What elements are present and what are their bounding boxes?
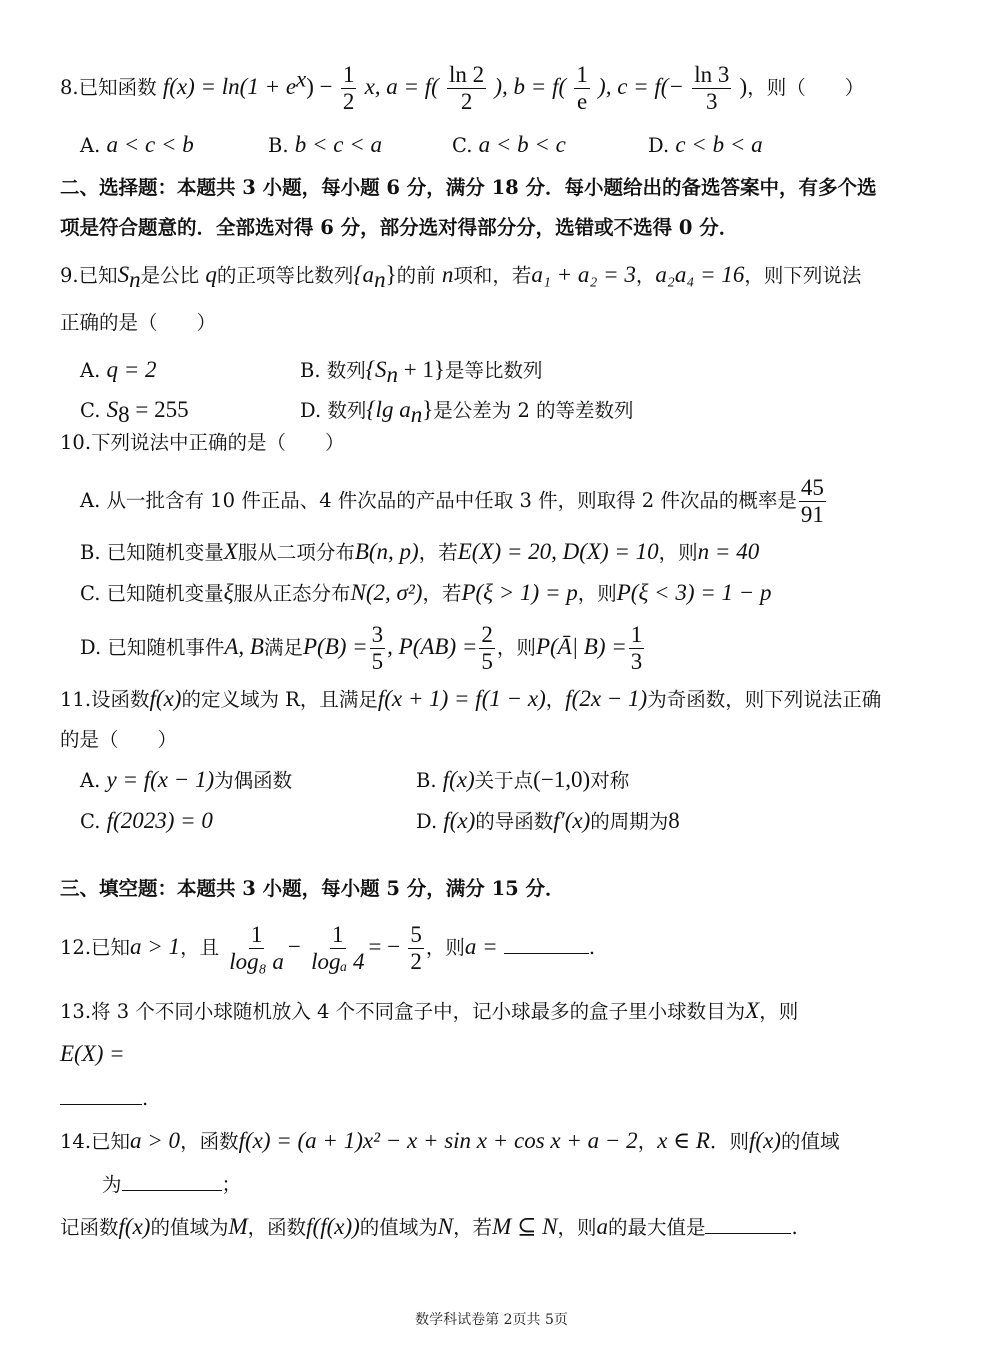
q13-answer-line: . <box>60 1086 148 1112</box>
q11-stem-line2: 的是（ ） <box>60 728 178 751</box>
q9-option-c: C. $S_8 = 255$ <box>80 397 189 427</box>
q11-option-d: D. f(x)的导函数f′(x)的周期为8 <box>416 808 680 833</box>
q8-option-b: B. b < c < a <box>268 132 382 157</box>
q11-option-a: A. y = f(x − 1)为偶函数 <box>80 767 293 792</box>
q12-answer-blank[interactable] <box>504 935 589 954</box>
q10-option-b: B. 已知随机变量X服从二项分布B(n, p)，若E(X) = 20, D(X) = 10，则n = 40 <box>80 539 760 564</box>
q12-stem: 12.已知a > 1，且 $\frac{1}{\text{log₈ a}}$ − $\frac{1}{\text{logₐ 4}}$ = − $\frac{5}{2}$ ，则a = . <box>60 922 596 974</box>
q13-stem: 13.将 3 个不同小球随机放入 4 个不同盒子中，记小球最多的盒子里小球数目为X，则 <box>60 998 799 1023</box>
section2-heading: 二、选择题：本题共 3 小题，每小题 6 分，满分 18 分．每小题给出的备选答案中，有多个选 <box>60 176 877 199</box>
q9-stem-line2: 正确的是（ ） <box>60 311 217 334</box>
q8-option-a: A. a < c < b <box>80 132 194 157</box>
q11-stem: 11.设函数f(x)的定义域为 R，且满足f(x + 1) = f(1 − x)，f(2x − 1)为奇函数，则下列说法正确 <box>60 686 882 711</box>
q8-number: 8. <box>60 76 79 99</box>
q11-option-b: B. f(x)关于点(−1,0)对称 <box>416 767 630 792</box>
q14-line3: 记函数f(x)的值域为M，函数f(f(x))的值域为N，若M ⊆ N，则a的最大值是 . <box>60 1214 798 1239</box>
q8-half-fraction: $\frac{1}{2}$ <box>342 62 355 114</box>
q13-stem-line2: E(X) = <box>60 1041 125 1066</box>
q13-answer-blank[interactable] <box>60 1086 142 1105</box>
q9-option-d: D. 数列{lg $a_n$}是公差为 2 的等差数列 <box>300 397 634 427</box>
q8-c-fraction: $\frac{\ln 3}{3}$ <box>694 62 730 114</box>
q14-stem: 14.已知a > 0，函数f(x) = (a + 1)x² − x + sin x + cos x + a − 2，x ∈ R．则f(x)的值域 <box>60 1128 840 1153</box>
q14-range-blank[interactable] <box>122 1172 222 1191</box>
section2-heading-line2: 项是符合题意的．全部选对得 6 分，部分选对得部分分，选错或不选得 0 分． <box>60 216 739 239</box>
q10-a-fraction: $\frac{45}{91}$ <box>800 475 824 527</box>
q8-a-fraction: $\frac{\ln 2}{2}$ <box>449 62 485 114</box>
q10-stem: 10.下列说法中正确的是（ ） <box>60 431 345 454</box>
q14-line2: 为 ； <box>102 1173 242 1196</box>
q10-option-a: A. 从一批含有 10 件正品、4 件次品的产品中任取 3 件，则取得 2 件次品的概率是 $\frac{45}{91}$ <box>80 475 824 527</box>
q8-option-d: D. c < b < a <box>648 132 763 157</box>
q11-option-c: C. f(2023) = 0 <box>80 808 213 833</box>
q8-stem: 8.已知函数 $f(x) = \ln(1 + e^x)$ − $\frac{1}{2}$ x, a = f( $\frac{\ln 2}{2}$ ), b = f( $\frac{1}{e}$ ), c = f(− $\frac{\ln 3}{3}$ )，则（ ） <box>60 62 865 114</box>
q8-option-c: C. a < b < c <box>452 132 566 157</box>
q8-b-fraction: $\frac{1}{e}$ <box>576 62 588 114</box>
q9-option-b: B. 数列$\{S_n + 1\}$是等比数列 <box>300 357 543 387</box>
q9-option-a: A. q = 2 <box>80 357 157 382</box>
q14-max-blank[interactable] <box>705 1215 791 1234</box>
q10-option-c: C. 已知随机变量ξ服从正态分布N(2, σ²)，若P(ξ > 1) = p，则P(ξ < 3) = 1 − p <box>80 580 772 605</box>
q10-option-d: D. 已知随机事件A, B满足P(B) = $\frac{3}{5}$ , P(AB) = $\frac{2}{5}$ ，则P(Ā| B) = $\frac{1}{3}$ <box>80 622 643 674</box>
q9-stem: 9.已知$S_n$是公比 q的正项等比数列$\{a_n\}$的前 n项和，若a₁ + a₂ = 3，a₂a₄ = 16，则下列说法 <box>60 262 862 292</box>
page-footer: 数学科试卷第 2页共 5页 <box>415 1312 568 1328</box>
section3-heading: 三、填空题：本题共 3 小题，每小题 5 分，满分 15 分． <box>60 877 565 900</box>
